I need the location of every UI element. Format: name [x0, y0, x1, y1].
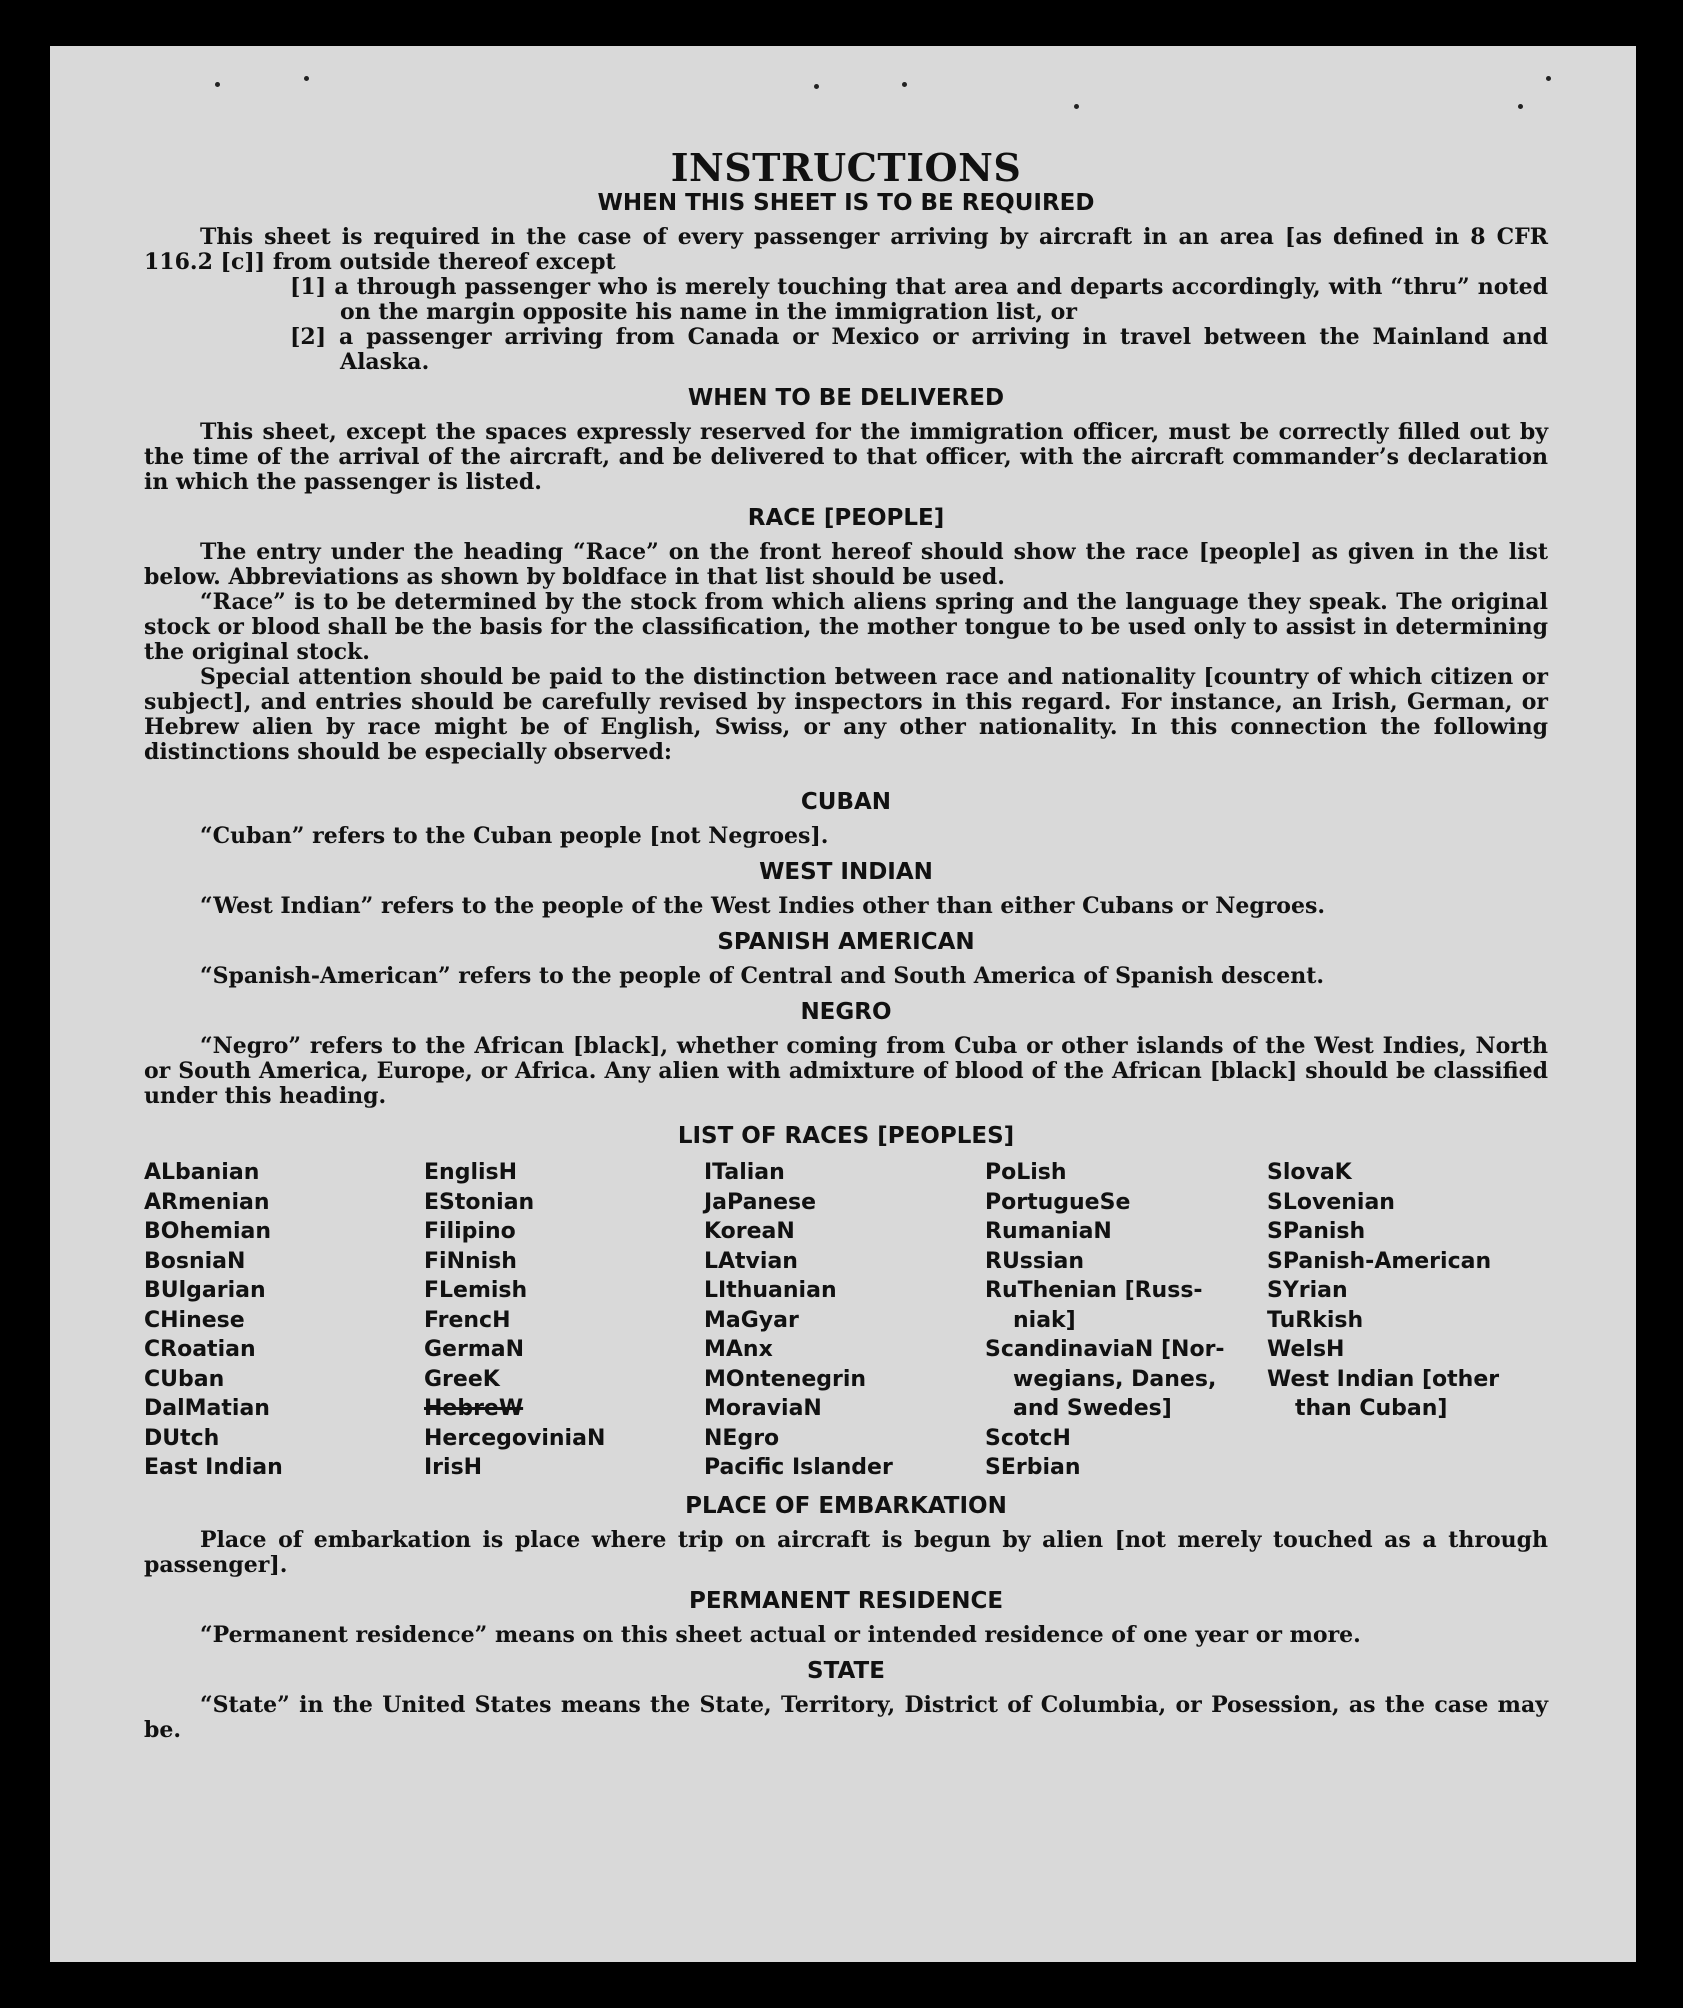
delivered-text: This sheet, except the spaces expressly reserved for the immigration officer, must be correctly filled out by the time of the arrival of the aircraft, and be delivered to that officer, with the aircraft commander’s declaration in which the passenger is listed.	[144, 419, 1548, 495]
punch-hole	[1518, 104, 1523, 109]
embarkation-text: Place of embarkation is place where trip on aircraft is begun by alien [not merely touched as a through passenger].	[144, 1526, 1548, 1578]
race-item-struck: HebreW	[424, 1396, 524, 1421]
instructions-content	[144, 146, 1548, 1743]
race-item: CRoatian	[144, 1337, 256, 1362]
race-item: GreeK	[424, 1366, 500, 1392]
race-item: SPanish	[1267, 1219, 1366, 1244]
page-title: INSTRUCTIONS	[670, 145, 1022, 190]
race-item: KoreaN	[704, 1219, 795, 1244]
punch-hole	[304, 76, 309, 81]
race-paragraph-1: The entry under the heading “Race” on the front hereof should show the race [people] as given in the list below. Abbreviations as shown by boldface in that list should be used.	[144, 539, 1548, 590]
race-item: PoLish	[985, 1160, 1067, 1185]
race-item: EStonian	[424, 1189, 535, 1215]
race-item: TuRkish	[1267, 1307, 1364, 1333]
required-exception-2: [2] a passenger arriving from Canada or Mexico or arriving in travel between the Mainland and Alaska.	[290, 324, 1548, 375]
race-item: SErbian	[985, 1455, 1081, 1480]
race-item: ScandinaviaN [Nor-	[985, 1337, 1225, 1362]
race-item: SYrian	[1267, 1278, 1348, 1303]
race-item-continued: niak]	[1013, 1307, 1076, 1333]
document-sheet	[50, 46, 1636, 1962]
west-indian-definition: “West Indian” refers to the people of the West Indies other than either Cubans or Negroes.	[200, 893, 1326, 919]
race-column-3	[704, 1158, 985, 1483]
race-item: ScotcH	[985, 1425, 1071, 1451]
race-item: EnglisH	[424, 1160, 518, 1185]
required-intro: This sheet is required in the case of every passenger arriving by aircraft in an area [as defined in 8 CFR 116.2 [c]] from outside thereof except	[144, 224, 1548, 275]
race-item: SLovenian	[1267, 1189, 1395, 1215]
race-item: MaGyar	[704, 1307, 799, 1333]
residence-text: “Permanent residence” means on this sheet actual or intended residence of one year or more.	[200, 1621, 1361, 1648]
race-item: DUtch	[144, 1425, 220, 1451]
heading-spanish-american: SPANISH AMERICAN	[717, 929, 975, 955]
heading-west-indian: WEST INDIAN	[759, 859, 933, 885]
race-item: MOntenegrin	[704, 1366, 867, 1392]
heading-race: RACE [PEOPLE]	[747, 505, 945, 531]
heading-when-required: WHEN THIS SHEET IS TO BE REQUIRED	[597, 190, 1095, 216]
race-item: MAnx	[704, 1337, 773, 1362]
race-item: BosniaN	[144, 1248, 246, 1274]
race-item: FLemish	[424, 1278, 528, 1303]
race-item: Filipino	[424, 1219, 516, 1244]
punch-hole	[1074, 104, 1079, 109]
race-item: RUssian	[985, 1248, 1085, 1274]
race-item: IrisH	[424, 1455, 483, 1480]
race-item: East Indian	[144, 1455, 283, 1480]
race-column-5	[1267, 1158, 1537, 1483]
race-item-continued: and Swedes]	[1013, 1396, 1172, 1421]
race-item: WelsH	[1267, 1337, 1345, 1362]
cuban-definition: “Cuban” refers to the Cuban people [not Negroes].	[200, 823, 829, 849]
heading-when-delivered: WHEN TO BE DELIVERED	[687, 385, 1005, 411]
race-item: PortugueSe	[985, 1189, 1131, 1215]
heading-cuban: CUBAN	[800, 789, 892, 815]
heading-place-of-embarkation: PLACE OF EMBARKATION	[685, 1492, 1007, 1519]
race-item: FrencH	[424, 1307, 511, 1333]
race-column-2	[424, 1158, 704, 1483]
race-column-1	[144, 1158, 424, 1483]
heading-negro: NEGRO	[800, 999, 892, 1025]
race-item: JaPanese	[704, 1189, 817, 1215]
race-item: CHinese	[144, 1307, 245, 1333]
race-item: Pacific Islander	[704, 1455, 893, 1480]
race-item: NEgro	[704, 1425, 780, 1451]
race-column-4	[985, 1158, 1267, 1483]
race-item: ITalian	[704, 1160, 785, 1185]
race-item: HercegoviniaN	[424, 1425, 606, 1451]
heading-list-of-races: LIST OF RACES [PEOPLES]	[677, 1123, 1015, 1149]
negro-definition: “Negro” refers to the African [black], whether coming from Cuba or other islands of the West Indies, North or South America, Europe, or Africa. Any alien with admixture of blood of the African [black] should be classified under this heading.	[144, 1033, 1548, 1109]
punch-hole	[215, 82, 220, 87]
race-item: ALbanian	[144, 1160, 260, 1185]
race-item: SPanish-American	[1267, 1248, 1492, 1274]
race-item: RuThenian [Russ-	[985, 1278, 1203, 1303]
spanish-american-definition: “Spanish-American” refers to the people of Central and South America of Spanish descent.	[200, 963, 1325, 989]
race-item: CUban	[144, 1366, 225, 1392]
punch-hole	[1546, 76, 1551, 81]
race-item: SlovaK	[1267, 1160, 1352, 1185]
race-item: BOhemian	[144, 1219, 272, 1244]
race-item: RumaniaN	[985, 1219, 1112, 1244]
race-list	[144, 1158, 1548, 1483]
race-item: FiNnish	[424, 1248, 517, 1274]
state-text: “State” in the United States means the State, Territory, District of Columbia, or Posession, as the case may be.	[144, 1691, 1548, 1743]
race-item-continued: wegians, Danes,	[1013, 1366, 1217, 1392]
race-item: BUlgarian	[144, 1278, 266, 1303]
race-item: ARmenian	[144, 1189, 270, 1215]
race-item: LAtvian	[704, 1248, 798, 1274]
race-item-continued: than Cuban]	[1295, 1396, 1448, 1421]
heading-permanent-residence: PERMANENT RESIDENCE	[688, 1587, 1004, 1614]
heading-state: STATE	[807, 1657, 885, 1684]
race-paragraph-2: “Race” is to be determined by the stock from which aliens spring and the language they speak. The original stock or blood shall be the basis for the classification, the mother tongue to be used only to assist in determining the original stock.	[144, 589, 1548, 665]
required-exception-1: [1] a through passenger who is merely touching that area and departs accordingly, with “thru” noted on the margin opposite his name in the immigration list, or	[290, 274, 1548, 325]
punch-hole	[814, 84, 819, 89]
race-item: MoraviaN	[704, 1396, 822, 1421]
race-item: DalMatian	[144, 1396, 270, 1421]
race-paragraph-3: Special attention should be paid to the distinction between race and nationality [country of which citizen or subject], and entries should be carefully revised by inspectors in this regard. For instance, an Irish, German, or Hebrew alien by race might be of English, Swiss, or any other nationality. In this connection the following distinctions should be especially observed:	[144, 664, 1548, 765]
race-item: GermaN	[424, 1337, 525, 1362]
punch-hole	[902, 82, 907, 87]
race-item: LIthuanian	[704, 1278, 837, 1303]
race-item: West Indian [other	[1267, 1366, 1500, 1392]
